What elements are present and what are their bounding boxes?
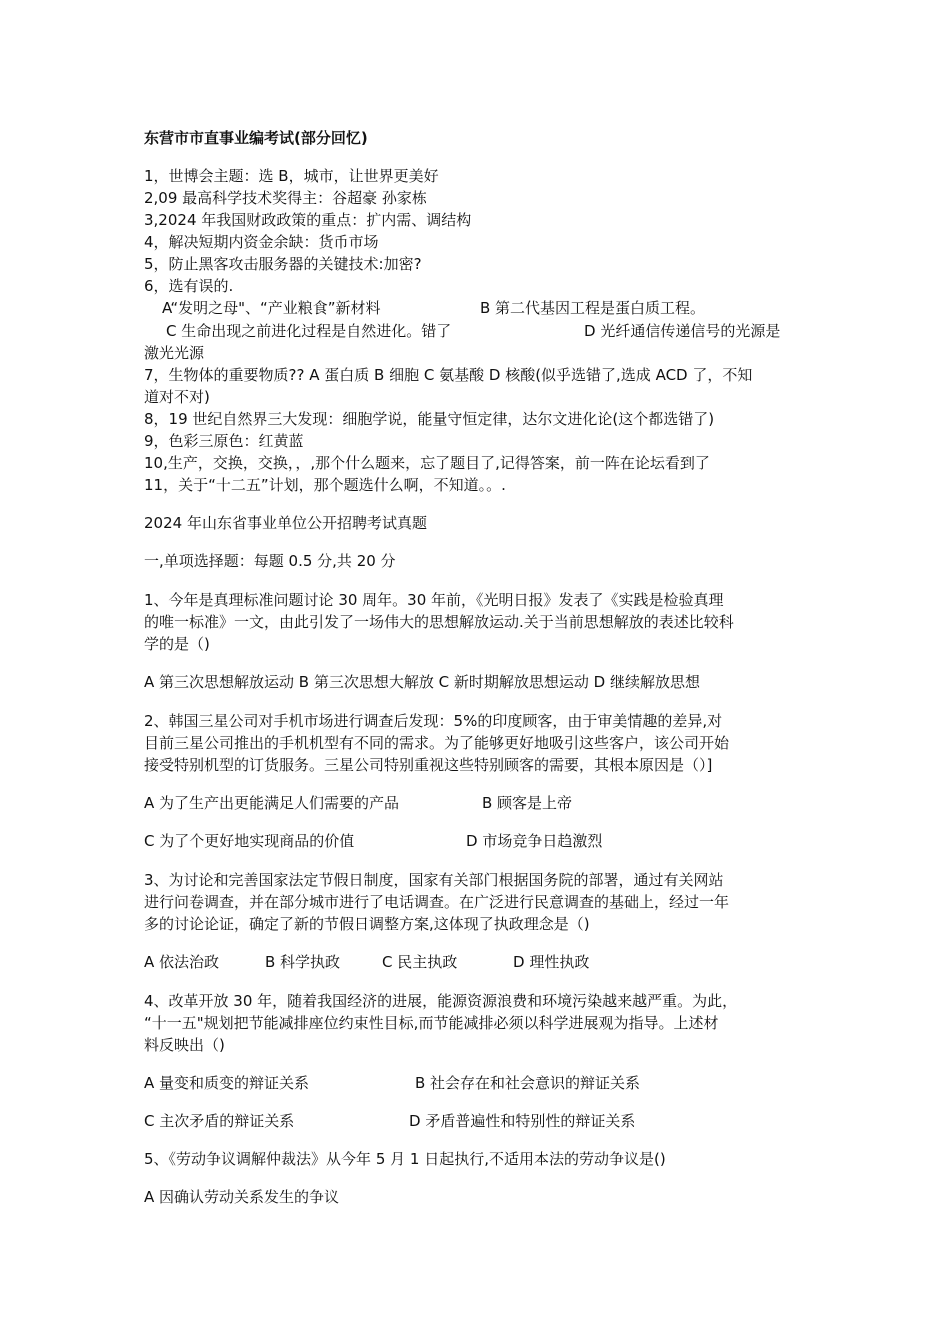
question-4-option-d: D 矛盾普遍性和特别性的辩证关系 [409, 1112, 636, 1130]
exam-heading: 2024 年山东省事业单位公开招聘考试真题 [144, 514, 427, 532]
recall-item-4: 4，解决短期内资金余缺：货币市场 [144, 233, 379, 251]
question-2-option-a: A 为了生产出更能满足人们需要的产品 [144, 794, 400, 812]
document-title: 东营市市直事业编考试(部分回忆) [144, 129, 368, 147]
question-2-option-d: D 市场竞争日趋激烈 [466, 832, 603, 850]
question-3-option-d: D 理性执政 [513, 953, 590, 971]
recall-item-6-option-d-cont: 激光光源 [144, 344, 205, 362]
question-2: 2、韩国三星公司对手机市场进行调查后发现：5%的印度顾客，由于审美情趣的差异,对 [144, 712, 723, 730]
question-2-option-c: C 为了个更好地实现商品的价值 [144, 832, 355, 850]
question-4-cont: 料反映出（) [144, 1036, 225, 1054]
question-3-option-c: C 民主执政 [382, 953, 458, 971]
question-2-cont: 目前三星公司推出的手机机型有不同的需求。为了能够更好地吸引这些客户，该公司开始 [144, 734, 730, 752]
recall-item-7-cont: 道对不对) [144, 388, 210, 406]
section-heading: 一,单项选择题：每题 0.5 分,共 20 分 [144, 552, 396, 570]
question-2-cont: 接受特别机型的订货服务。三星公司特别重视这些特别顾客的需要，其根本原因是（）] [144, 756, 713, 774]
recall-item-6: 6，选有误的. [144, 277, 234, 295]
recall-item-9: 9，色彩三原色：红黄蓝 [144, 432, 304, 450]
question-3: 3、为讨论和完善国家法定节假日制度，国家有关部门根据国务院的部署，通过有关网站 [144, 871, 724, 889]
recall-item-6-option-a: A“发明之母"、“产业粮食”新材料 [162, 299, 381, 317]
recall-item-11: 11，关于“十二五”计划，那个题选什么啊，不知道。。. [144, 476, 506, 494]
question-5: 5、《劳动争议调解仲裁法》从今年 5 月 1 日起执行,不适用本法的劳动争议是() [144, 1150, 666, 1168]
recall-item-6-option-d: D 光纤通信传递信号的光源是 [584, 322, 781, 340]
recall-item-2: 2,09 最高科学技术奖得主：谷超豪 孙家栋 [144, 189, 427, 207]
question-4-option-b: B 社会存在和社会意识的辩证关系 [415, 1074, 641, 1092]
question-4-cont: “十一五"规划把节能减排座位约束性目标,而节能减排必须以科学进展观为指导。上述材 [144, 1014, 719, 1032]
recall-item-1: 1，世博会主题：选 B，城市，让世界更美好 [144, 167, 439, 185]
question-4-option-a: A 量变和质变的辩证关系 [144, 1074, 310, 1092]
recall-item-10: 10,生产，交换，交换，，,那个什么题来，忘了题目了,记得答案，前一阵在论坛看到了 [144, 454, 710, 472]
question-3-cont: 多的讨论论证，确定了新的节假日调整方案,这体现了执政理念是（) [144, 915, 590, 933]
recall-item-7: 7，生物体的重要物质?? A 蛋白质 B 细胞 C 氨基酸 D 核酸(似乎选错了,选成 ACD 了，不知 [144, 366, 753, 384]
question-3-cont: 进行问卷调查，并在部分城市进行了电话调查。在广泛进行民意调查的基础上，经过一年 [144, 893, 730, 911]
question-1-cont: 的唯一标准》一文，由此引发了一场伟大的思想解放运动.关于当前思想解放的表述比较科 [144, 613, 734, 631]
question-1-options: A 第三次思想解放运动 B 第三次思想大解放 C 新时期解放思想运动 D 继续解放思想 [144, 673, 700, 691]
recall-item-5: 5，防止黑客攻击服务器的关键技术:加密? [144, 255, 422, 273]
question-4-option-c: C 主次矛盾的辩证关系 [144, 1112, 295, 1130]
question-2-option-b: B 顾客是上帝 [482, 794, 573, 812]
recall-item-8: 8，19 世纪自然界三大发现：细胞学说，能量守恒定律，达尔文进化论(这个都选错了) [144, 410, 715, 428]
question-4: 4、改革开放 30 年，随着我国经济的进展，能源资源浪费和环境污染越来越严重。为此， [144, 992, 738, 1010]
question-1-cont: 学的是（) [144, 635, 210, 653]
question-3-option-b: B 科学执政 [265, 953, 341, 971]
recall-item-6-option-c: C 生命出现之前进化过程是自然进化。错了 [166, 322, 452, 340]
recall-item-6-option-b: B 第二代基因工程是蛋白质工程。 [480, 299, 706, 317]
question-3-option-a: A 依法治政 [144, 953, 220, 971]
question-1: 1、今年是真理标准问题讨论 30 周年。30 年前，《光明日报》发表了《实践是检验真理 [144, 591, 724, 609]
question-5-option-a: A 因确认劳动关系发生的争议 [144, 1188, 340, 1206]
recall-item-3: 3,2024 年我国财政政策的重点：扩内需、调结构 [144, 211, 472, 229]
